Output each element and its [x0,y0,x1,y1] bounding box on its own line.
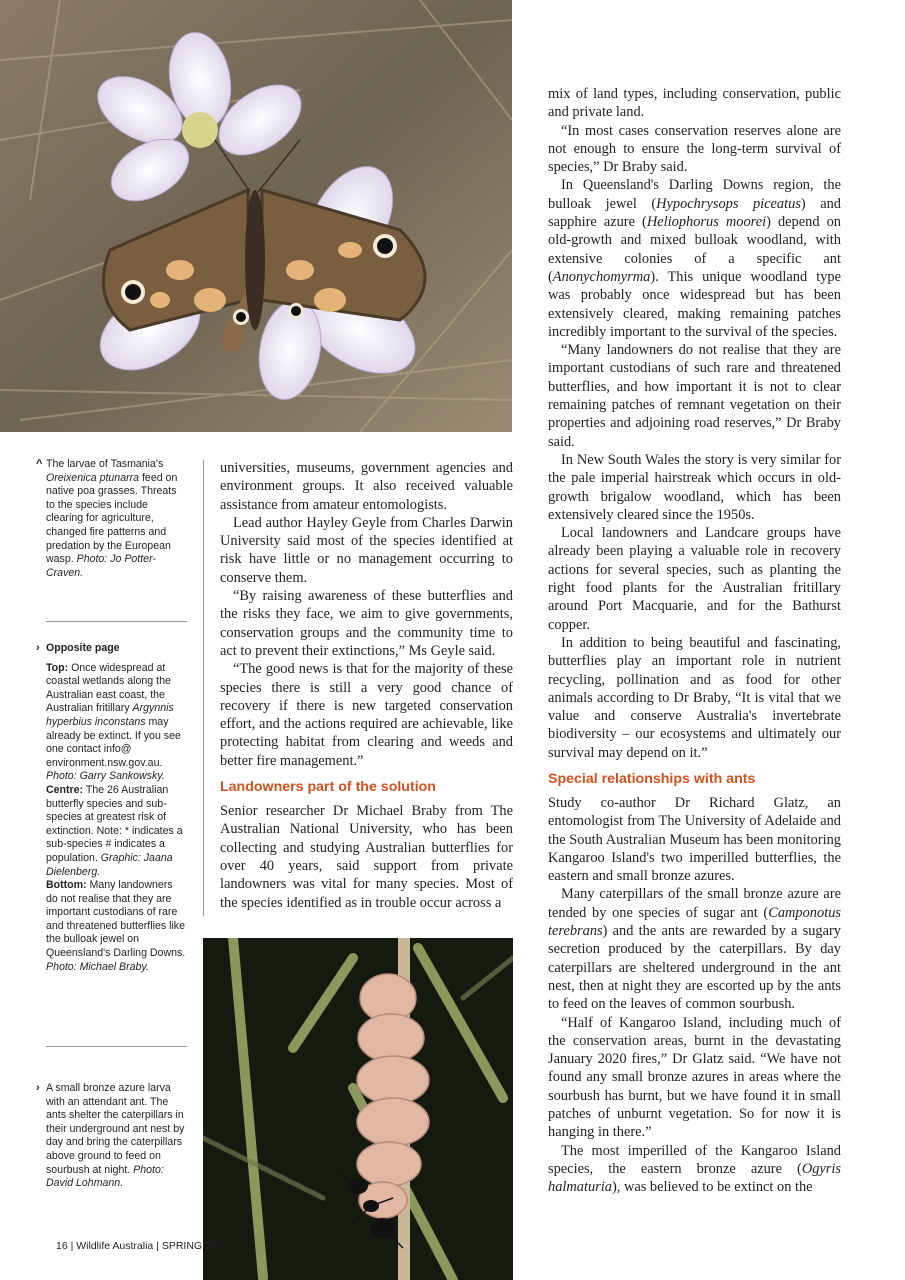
page-footer: 16 | Wildlife Australia | SPRING 2021 [56,1240,229,1252]
paragraph: “The good news is that for the majority of these species there is still a very good chance of recovery if there is new targeted conservation effort, and the actions required are achievable, like protecting habitat from clearing and weeds and better fire management.” [220,661,513,769]
chevron-right-icon: › [36,1082,40,1094]
paragraph: “By raising awareness of these butterflies and the risks they face, we aim to give governments, conservation groups and the community time to act to prevent their extinctions,” Ms Geyle said. [220,588,513,659]
article-column-middle [220,459,513,912]
caption-azure-larva: › A small bronze azure larva with an attendant ant. The ants shelter the caterpillars in their underground ant nest by day and bring the caterpillars above ground to feed on sourbush at night. Photo: David Lohmann. [36,1082,185,1190]
paragraph: Local landowners and Landcare groups have already been playing a valuable role in recovery actions for several species, such as planting the right food plants for the Australian fritillary around Port Macquarie, and for the Bathurst copper. [548,525,841,633]
butterfly-illustration [0,0,512,432]
column-rule [203,460,204,916]
paragraph: In addition to being beautiful and fascinating, butterflies play an important role in nutrient recycling, pollination and as food for other animals according to Dr Braby, “It is vital that we value and conserve Australia's invertebrate biodiversity – our ecosystems and ultimately our survival may depend on it.” [548,634,841,761]
butterfly-photo [0,0,512,432]
paragraph: “In most cases conservation reserves alone are not enough to ensure the long-term survival of species,” Dr Braby said. [548,122,841,176]
paragraph: universities, museums, government agencies and environment groups. It also received valuable assistance from amateur entomologists. [220,460,513,513]
section-heading: Special relationships with ants [548,770,756,787]
paragraph: Many caterpillars of the small bronze azure are tended by one species of sugar ant (Camponotus terebrans) and the ants are rewarded by a sugary secretion produced by the caterpillars. By day caterpillars are sheltered underground in the ant nest, then at night they are escorted up by the ants to feed on the leaves of common sourbush. [548,886,841,1013]
paragraph: In Queensland's Darling Downs region, the bulloak jewel (Hypochrysops piceatus) and sapphire azure (Heliophorus moorei) depend on old-growth and mixed bulloak woodland, with extensive colonies of a specific ant (Anonychomyrma). This unique woodland type was probably once widespread but has been extensively cleared, making remaining patches incredibly important to the survival of the species. [548,177,841,340]
paragraph: The most imperilled of the Kangaroo Island species, the eastern bronze azure (Ogyris halmaturia), was believed to be extinct on the [548,1142,841,1196]
caption-opposite-page: › Opposite page Top: Once widespread at coastal wetlands along the Australian east coast, the Australian fritillary Argynnis hyperbius inconstans may already be extinct. If you see one contact info@ environment.nsw.gov.au. Photo: Garry Sankowsky. Centre: The 26 Australian butterfly species and sub-species at greatest risk of extinction. Note: * indicates a sub-species # indicates a population. Graphic: Jaana Dielenberg. Bottom: Many landowners do not realise that they are important custodians of rare and threatened butterflies like the bulloak jewel on Queensland's Darling Downs. Photo: Michael Braby. [36,642,186,973]
article-column-right [548,85,841,1197]
paragraph: Senior researcher Dr Michael Braby from The Australian National University, who has been collecting and studying Australian butterflies for over 40 years, said support from private landowners was vital for many species. Most of the species identified as in trouble occur across a [220,803,513,911]
paragraph: mix of land types, including conservation, public and private land. [548,86,841,121]
caption-divider [46,1046,187,1047]
paragraph: Lead author Hayley Geyle from Charles Darwin University said most of the species identified at risk have little or no management occurring to conserve them. [220,514,513,586]
caption-larvae: ^ The larvae of Tasmania's Oreixenica ptunarra feed on native poa grasses. Threats to the species include clearing for agriculture, changed fire patterns and predation by the European wasp. Photo: Jo Potter-Craven. [36,458,178,579]
paragraph: “Half of Kangaroo Island, including much of the conservation areas, burnt in the devastating January 2020 fires,” Dr Glatz said. “We have not found any small bronze azures in areas where the sourbush has burnt, but we have found it in small patches of unburnt vegetation. So for now it is hanging in there.” [548,1014,841,1141]
chevron-right-icon: › [36,642,40,654]
caret-up-icon: ^ [36,458,43,470]
larva-illustration [203,938,513,1280]
paragraph: Study co-author Dr Richard Glatz, an entomologist from The University of Adelaide and the South Australian Museum has been monitoring Kangaroo Island's two imperilled butterflies, the eastern and small bronze azures. [548,794,841,885]
caption-divider [46,621,187,622]
larva-ant-photo [203,938,513,1280]
section-heading: Landowners part of the solution [220,779,436,796]
paragraph: “Many landowners do not realise that they are important custodians of such rare and threatened butterflies, and how important it is not to clear remaining patches of remnant vegetation on their properties and adjoining road reserves,” Dr Braby said. [548,342,841,450]
paragraph: In New South Wales the story is very similar for the pale imperial hairstreak which occurs in old-growth brigalow woodland, which has been extensively cleared since the 1950s. [548,451,841,523]
